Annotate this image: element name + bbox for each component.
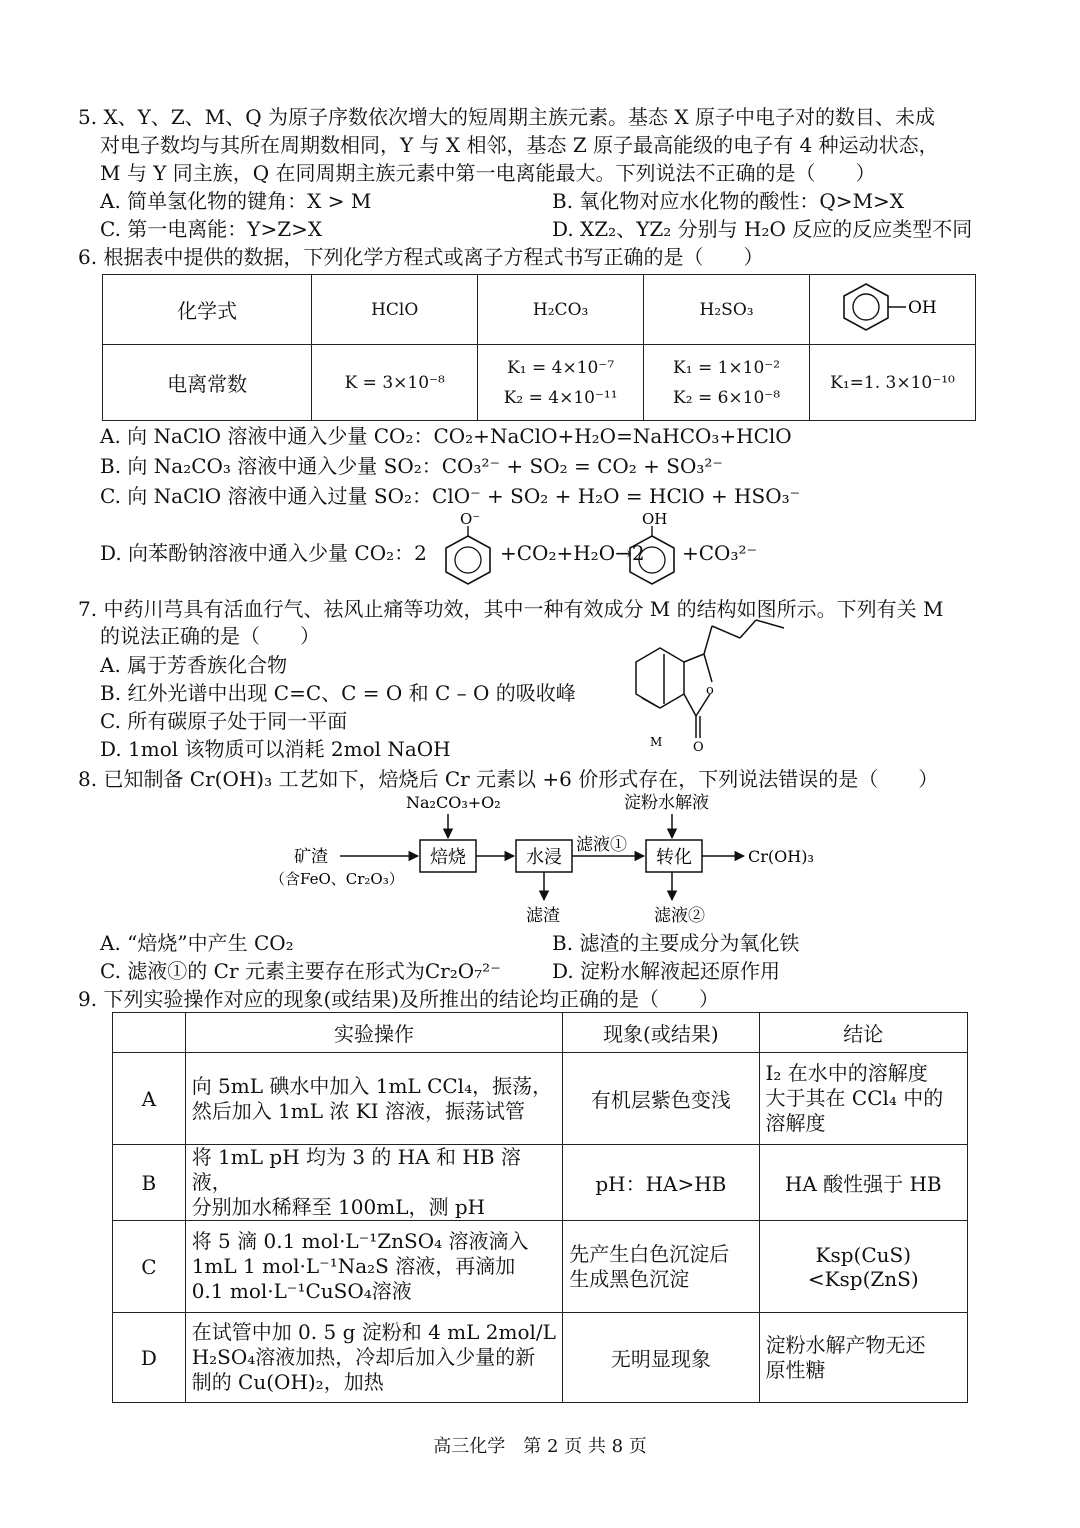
- q6-th-h2so3: H₂SO₃: [644, 275, 810, 345]
- q6-option-c: C. 向 NaClO 溶液中通入过量 SO₂：ClO⁻ + SO₂ + H₂O = HClO + HSO₃⁻: [100, 484, 801, 508]
- q5-line3: M 与 Y 同主族，Q 在同周期主族元素中第一电离能最大。下列说法不正确的是（ ）: [100, 161, 876, 185]
- row-key: D: [113, 1313, 186, 1403]
- q9-th-conclusion: 结论: [759, 1013, 967, 1053]
- q9-header-row: [113, 1013, 968, 1053]
- q9-th-operation: 实验操作: [185, 1013, 563, 1053]
- phenomenon-cell: [563, 1221, 759, 1313]
- phenomenon-cell: [563, 1145, 759, 1221]
- flow-filtrate2-label: 滤液②: [654, 906, 705, 926]
- flow-box-roast-label: 焙烧: [430, 847, 466, 868]
- q6-row-label: 电离常数: [103, 345, 312, 421]
- phenol-structure-icon: [838, 280, 948, 334]
- conclusion-cell-line: 大于其在 CCl₄ 中的: [765, 1086, 944, 1110]
- operation-cell-line: 制的 Cu(OH)₂，加热: [191, 1370, 384, 1394]
- phenomenon-cell-line: pH：HA>HB: [595, 1172, 727, 1196]
- conclusion-cell-line: I₂ 在水中的溶解度: [765, 1061, 928, 1085]
- q6-option-d-prefix: D. 向苯酚钠溶液中通入少量 CO₂：2: [100, 541, 427, 565]
- phenomenon-cell-line: 先产生白色沉淀后: [569, 1241, 730, 1266]
- phenomenon-cell-line: 有机层紫色变浅: [590, 1088, 731, 1112]
- q8-option-b: B. 滤渣的主要成分为氧化铁: [552, 931, 800, 955]
- flow-residue-label: 滤渣: [526, 906, 560, 926]
- operation-cell: [185, 1053, 563, 1145]
- q6-k-hclo: K = 3×10⁻⁸: [312, 345, 478, 421]
- compound-m-structure: [600, 616, 790, 756]
- q9-th-phenomenon: 现象(或结果): [563, 1013, 759, 1053]
- operation-cell: [185, 1145, 563, 1221]
- q9-th-key: [113, 1013, 186, 1053]
- operation-cell-line: 1mL 1 mol·L⁻¹Na₂S 溶液，再滴加: [191, 1254, 516, 1278]
- q8-option-c: C. 滤液①的 Cr 元素主要存在形式为Cr₂O₇²⁻: [100, 959, 501, 983]
- conclusion-cell-line: HA 酸性强于 HB: [784, 1172, 942, 1196]
- table-row: [113, 1313, 968, 1403]
- flow-start-slag: 矿渣: [294, 847, 328, 867]
- carbonyl-oxygen-label: O: [693, 740, 704, 755]
- q6-k-phenol: K₁=1. 3×10⁻¹⁰: [810, 345, 976, 421]
- conclusion-cell-line: 原性糖: [765, 1357, 826, 1382]
- page-footer: 高三化学 第 2 页 共 8 页: [433, 1436, 647, 1457]
- operation-cell-line: 0.1 mol·L⁻¹CuSO₄溶液: [191, 1279, 412, 1303]
- q5-line2: 对电子数均与其所在周期数相同，Y 与 X 相邻，基态 Z 原子最高能级的电子有 4 种运动状态，: [100, 133, 939, 157]
- conclusion-cell: [759, 1145, 967, 1221]
- q7-option-a: A. 属于芳香族化合物: [100, 653, 288, 677]
- q7-option-b: B. 红外光谱中出现 C=C、C = O 和 C – O 的吸收峰: [100, 681, 576, 705]
- q6-k1-h2so3: K₁ = 1×10⁻²: [673, 357, 781, 378]
- conclusion-cell-line: 溶解度: [765, 1111, 826, 1135]
- table-row: [113, 1221, 968, 1313]
- table-row: [113, 1145, 968, 1221]
- conclusion-cell-line: 淀粉水解产物无还: [765, 1332, 926, 1357]
- q8-option-d: D. 淀粉水解液起还原作用: [552, 959, 781, 983]
- conclusion-cell: [759, 1221, 967, 1313]
- q6-option-d-mid: +CO₂+H₂O→2: [500, 541, 645, 565]
- q8-stem: 8. 已知制备 Cr(OH)₃ 工艺如下，焙烧后 Cr 元素以 +6 价形式存在，下列说法错误的是（ ）: [78, 767, 939, 791]
- row-key: A: [113, 1053, 186, 1145]
- q6-k2-h2so3: K₂ = 6×10⁻⁸: [673, 387, 781, 408]
- q6-k-h2co3: [478, 345, 644, 421]
- operation-cell-line: H₂SO₄溶液加热，冷却后加入少量的新: [191, 1345, 536, 1369]
- phenol-ring-icon: [624, 508, 682, 590]
- q6-option-d-suffix: +CO₃²⁻: [682, 541, 758, 565]
- row-key: B: [113, 1145, 186, 1221]
- q6-k-h2so3: [644, 345, 810, 421]
- phenomenon-cell: [563, 1313, 759, 1403]
- ring-oxygen-label: o: [706, 683, 714, 698]
- operation-cell-line: 在试管中加 0. 5 g 淀粉和 4 mL 2mol/L: [191, 1320, 556, 1344]
- flow-box-leach-label: 水浸: [526, 847, 562, 868]
- q6-th-formula: 化学式: [103, 275, 312, 345]
- conclusion-cell-line: Ksp(CuS)<Ksp(ZnS): [807, 1242, 919, 1291]
- phenomenon-cell: [563, 1053, 759, 1145]
- q7-line2: 的说法正确的是（ ）: [100, 624, 320, 648]
- q6-option-b: B. 向 Na₂CO₃ 溶液中通入少量 SO₂：CO₃²⁻ + SO₂ = CO₂ + SO₃²⁻: [100, 454, 723, 478]
- phenomenon-cell-line: 无明显现象: [610, 1347, 711, 1371]
- compound-m-label: M: [650, 735, 663, 749]
- q6-option-a: A. 向 NaClO 溶液中通入少量 CO₂：CO₂+NaClO+H₂O=NaHCO₃+HClO: [100, 424, 792, 448]
- row-key: C: [113, 1221, 186, 1313]
- operation-cell-line: 分别加水稀释至 100mL，测 pH: [191, 1195, 486, 1219]
- phenoxide-ring-icon: [440, 508, 498, 590]
- q6-k2-h2co3: K₂ = 4×10⁻¹¹: [503, 387, 618, 408]
- operation-cell-line: 将 1mL pH 均为 3 的 HA 和 HB 溶液，: [191, 1145, 521, 1194]
- operation-cell: [185, 1313, 563, 1403]
- flow-filtrate1-label: 滤液①: [576, 835, 627, 855]
- phenol-oh-label: OH: [907, 298, 937, 318]
- q7-option-c: C. 所有碳原子处于同一平面: [100, 709, 348, 733]
- operation-cell-line: 然后加入 1mL 浓 KI 溶液，振荡试管: [191, 1098, 525, 1123]
- flow-start-composition: （含FeO、Cr₂O₃）: [270, 870, 404, 888]
- flow-reagent-starch: 淀粉水解液: [624, 793, 709, 813]
- q7-option-d: D. 1mol 该物质可以消耗 2mol NaOH: [100, 737, 451, 761]
- q6-th-h2co3: H₂CO₃: [478, 275, 644, 345]
- flow-reagent-na2co3: Na₂CO₃+O₂: [406, 793, 501, 812]
- q5-option-c: C. 第一电离能：Y>Z>X: [100, 217, 323, 241]
- q6-th-phenol: [810, 275, 976, 345]
- operation-cell-line: 向 5mL 碘水中加入 1mL CCl₄，振荡，: [191, 1073, 553, 1098]
- conclusion-cell: [759, 1313, 967, 1403]
- flow-product-label: Cr(OH)₃: [748, 847, 814, 866]
- q5-option-a: A. 简单氢化物的键角：X > M: [100, 189, 372, 213]
- phenol-oh-label-d: OH: [642, 510, 668, 528]
- q5-line1: 5. X、Y、Z、M、Q 为原子序数依次增大的短周期主族元素。基态 X 原子中电子对的数目、未成: [78, 105, 935, 129]
- q8-option-a: A. “焙烧”中产生 CO₂: [100, 931, 294, 955]
- q6-ionization-table: [102, 274, 976, 421]
- q6-th-hclo: HClO: [312, 275, 478, 345]
- phenomenon-cell-line: 生成黑色沉淀: [569, 1266, 690, 1291]
- q5-option-d: D. XZ₂、YZ₂ 分别与 H₂O 反应的反应类型不同: [552, 217, 973, 241]
- q6-stem: 6. 根据表中提供的数据，下列化学方程式或离子方程式书写正确的是（ ）: [78, 245, 764, 269]
- table-row: [113, 1053, 968, 1145]
- q9-experiment-table: [112, 1012, 968, 1403]
- q6-k1-h2co3: K₁ = 4×10⁻⁷: [507, 357, 615, 378]
- operation-cell-line: 将 5 滴 0.1 mol·L⁻¹ZnSO₄ 溶液滴入: [191, 1229, 529, 1253]
- operation-cell: [185, 1221, 563, 1313]
- flow-box-convert-label: 转化: [656, 847, 692, 868]
- phenoxide-o-label: O⁻: [460, 510, 481, 528]
- q9-stem: 9. 下列实验操作对应的现象(或结果)及所推出的结论均正确的是（ ）: [78, 987, 720, 1011]
- process-flow-diagram: [270, 790, 830, 930]
- q7-line1: 7. 中药川芎具有活血行气、祛风止痛等功效，其中一种有效成分 M 的结构如图所示。下列有关 M: [78, 597, 944, 621]
- conclusion-cell: [759, 1053, 967, 1145]
- q5-option-b: B. 氧化物对应水化物的酸性：Q>M>X: [552, 189, 905, 213]
